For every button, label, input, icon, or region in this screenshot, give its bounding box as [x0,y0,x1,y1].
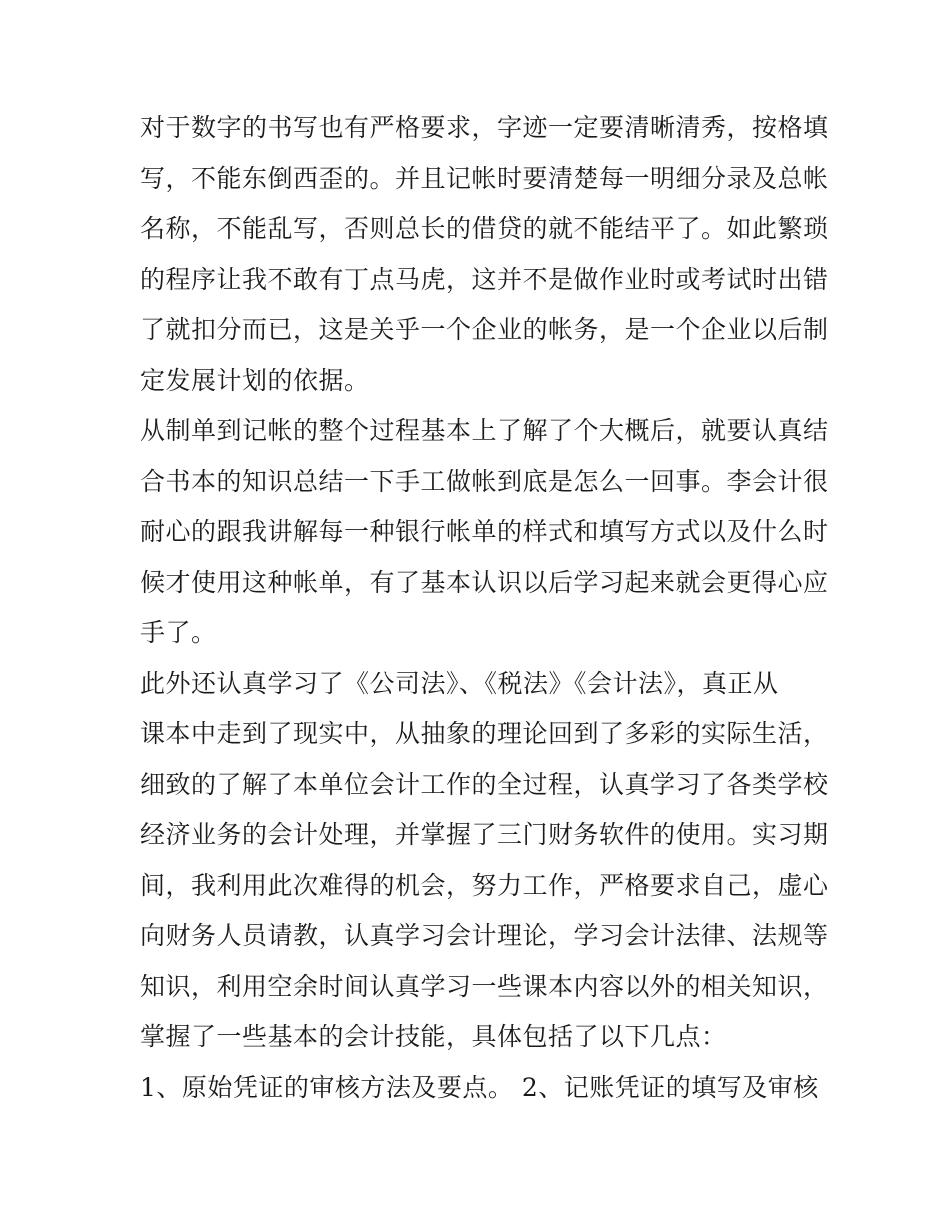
text-line-1: 对于数字的书写也有严格要求，字迹一定要清晰清秀，按格填 [140,113,829,142]
text-line-11: 手了。 [140,618,217,647]
text-line-7: 从制单到记帐的整个过程基本上了解了个大概后，就要认真结 [140,416,829,445]
text-line-4: 的程序让我不敢有丁点马虎，这并不是做作业时或考试时出错 [140,264,829,294]
text-line-6: 定发展计划的依据。 [140,365,370,395]
text-line-8: 合书本的知识总结一下手工做帐到底是怎么一回事。李会计很 [140,466,829,496]
text-line-5: 了就扣分而已，这是关乎一个企业的帐务，是一个企业以后制 [140,315,829,344]
document-body [140,103,829,1113]
text-line-15: 经济业务的会计处理，并掌握了三门财务软件的使用。实习期 [140,820,829,849]
text-line-10: 候才使用这种帐单，有了基本认识以后学习起来就会更得心应 [140,567,829,597]
text-line-16: 间，我利用此次难得的机会，努力工作，严格要求自己，虚心 [140,870,829,900]
text-line-14: 细致的了解了本单位会计工作的全过程，认真学习了各类学校 [140,769,829,799]
text-line-2: 写，不能东倒西歪的。并且记帐时要清楚每一明细分录及总帐 [140,163,829,193]
text-line-17: 向财务人员请教，认真学习会计理论，学习会计法律、法规等 [140,921,829,950]
text-line-9: 耐心的跟我讲解每一种银行帐单的样式和填写方式以及什么时 [140,517,829,546]
text-line-12: 此外还认真学习了《公司法》、《税法》《会计法》，真正从 [140,668,779,698]
text-line-13: 课本中走到了现实中，从抽象的理论回到了多彩的实际生活， [140,719,829,748]
text-line-3: 名称，不能乱写，否则总长的借贷的就不能结平了。如此繁琐 [140,214,829,243]
text-line-18: 知识，利用空余时间认真学习一些课本内容以外的相关知识， [140,971,829,1001]
text-line-19: 掌握了一些基本的会计技能，具体包括了以下几点： [140,1022,727,1051]
text-line-20: 1、原始凭证的审核方法及要点。 2、记账凭证的填写及审核 [140,1072,819,1102]
